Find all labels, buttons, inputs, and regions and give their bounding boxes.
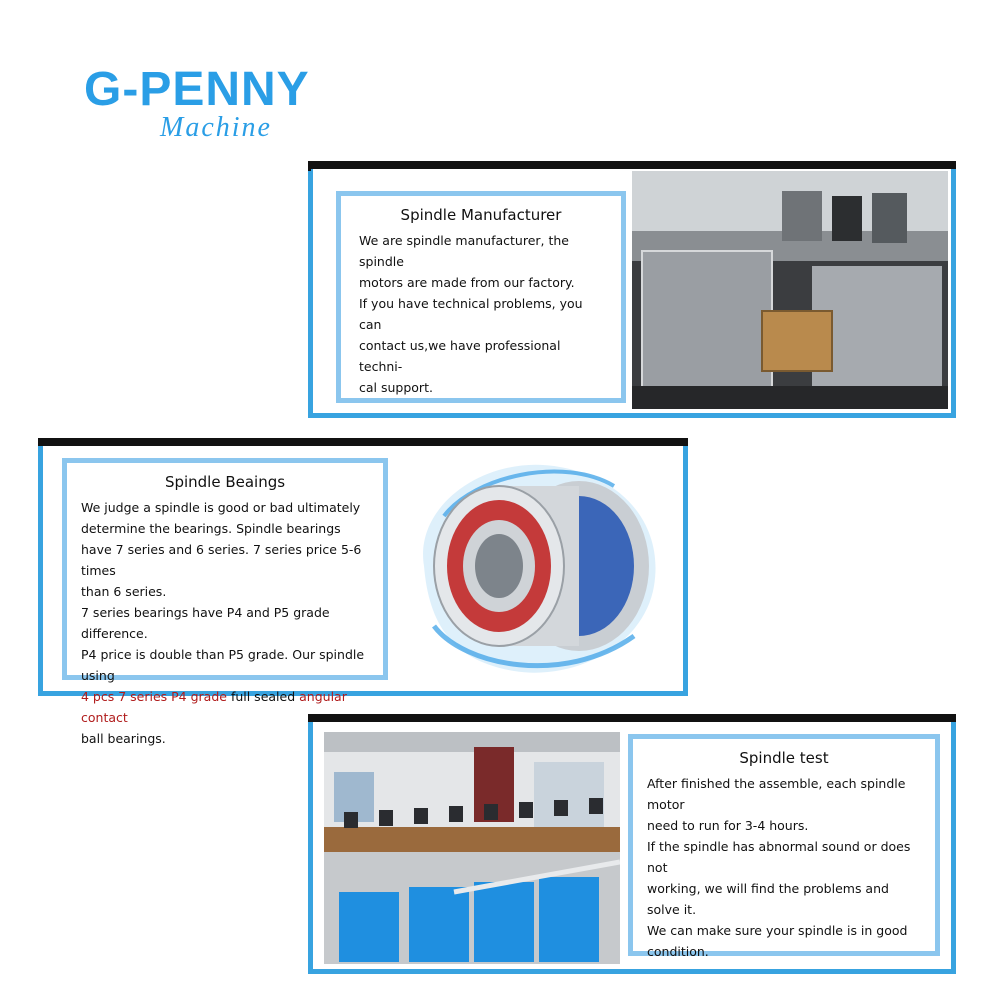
panel-top-bar [308, 161, 956, 169]
body-line: condition. [647, 944, 709, 959]
highlight-text: 4 pcs 7 series P4 grade [81, 689, 227, 704]
section-body [341, 230, 621, 398]
section-title: Spindle test [739, 749, 829, 767]
body-line: If the spindle has abnormal sound or does not [647, 839, 911, 875]
factory-photo [632, 171, 948, 409]
manufacturer-textbox [336, 191, 626, 403]
panel-top-bar [38, 438, 688, 446]
body-line: P4 price is double than P5 grade. Our spindle using [81, 647, 365, 683]
body-line: We are spindle manufacturer, the spindle [359, 233, 569, 269]
body-text: full sealed [226, 689, 300, 704]
bearings-textbox [62, 458, 388, 746]
body-line: working, we will find the problems and solve it. [647, 881, 889, 917]
body-line: than 6 series. [81, 584, 167, 599]
body-line: have 7 series and 6 series. 7 series price 5-6 times [81, 542, 362, 578]
brand-name: G-PENNY [84, 63, 310, 116]
panel-top-bar [308, 714, 956, 722]
body-line: cal support. [359, 380, 433, 395]
brand-tagline: Machine [160, 112, 272, 143]
body-line: determine the bearings. Spindle bearings [81, 521, 341, 536]
section-manufacturer [308, 163, 956, 418]
section-body [633, 773, 935, 962]
body-line: 7 series bearings have P4 and P5 grade difference. [81, 605, 330, 641]
decor-line [308, 169, 311, 171]
body-line: need to run for 3-4 hours. [647, 818, 809, 833]
body-line: We judge a spindle is good or bad ultimately [81, 500, 361, 515]
section-title: Spindle Beaings [164, 473, 286, 491]
test-lab-photo [324, 732, 620, 964]
body-line-highlight: ball bearings. [81, 731, 166, 746]
body-line: If you have technical problems, you can [359, 296, 583, 332]
test-textbox [628, 734, 940, 959]
body-line: We can make sure your spindle is in good [647, 923, 908, 938]
section-body [67, 497, 383, 749]
brand-logo [84, 62, 344, 152]
body-line: After finished the assemble, each spindle motor [647, 776, 906, 812]
highlight-text: angular contact [81, 689, 347, 725]
section-title: Spindle Manufacturer [400, 206, 562, 224]
body-line: motors are made from our factory. [359, 275, 575, 290]
bearing-image [404, 446, 674, 690]
section-bearings [38, 440, 688, 746]
body-line: contact us,we have professional techni- [359, 338, 561, 374]
section-test [308, 716, 956, 974]
